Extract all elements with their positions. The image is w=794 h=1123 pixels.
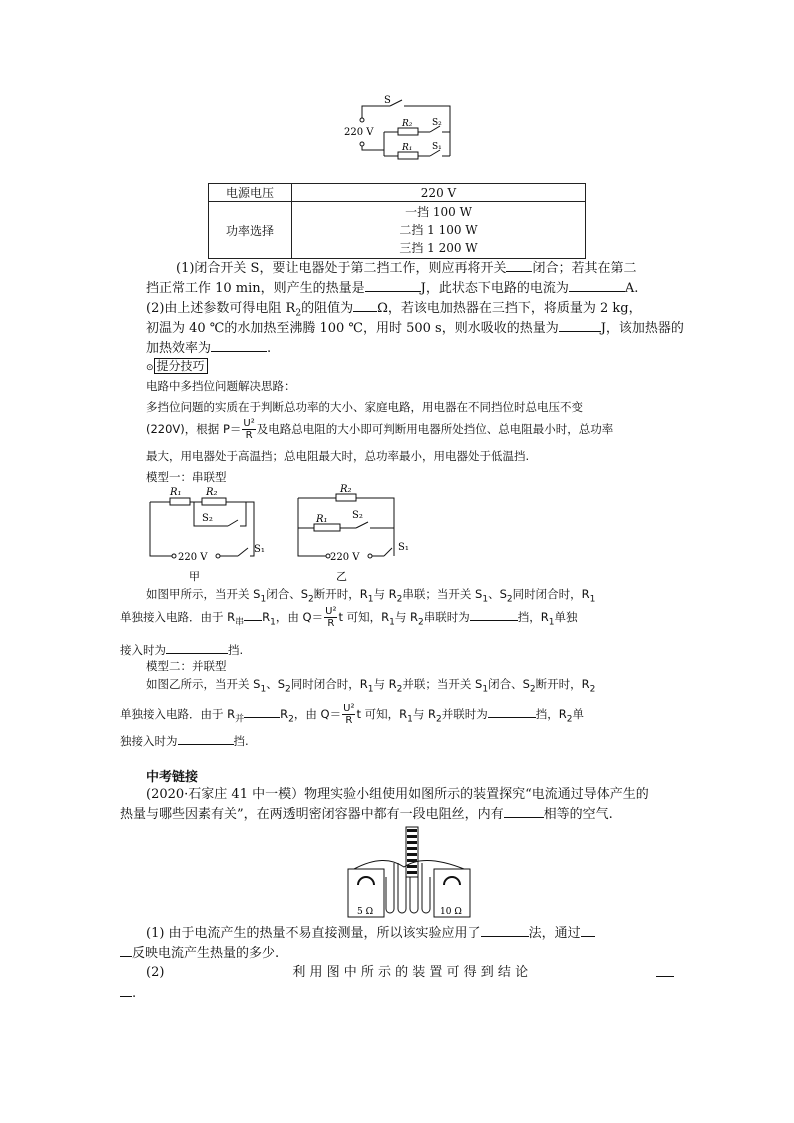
resistance-right: 10 Ω bbox=[440, 907, 462, 917]
jia-label-voltage: 220 V bbox=[178, 552, 208, 563]
m1-line2: 单独接入电路．由于 $R_串$ $R_1$，由 Q＝ $\frac{\text{U²}}{R}$ t 可知，$R_1$与 $R_2$串联时为 挡，$R_1$单独 bbox=[120, 606, 578, 629]
yi-label-s1: S₁ bbox=[398, 542, 409, 553]
circuit-diagram-heater bbox=[340, 92, 460, 174]
q1-line2: 挡正常工作 10 min，则产生的热量是 J，此状态下电路的电流为 A. bbox=[146, 278, 638, 299]
power-option-3: 三挡 1 200 W bbox=[399, 241, 478, 255]
jia-label-r2: R₂ bbox=[206, 487, 218, 498]
tip-title: ⊙ 提分技巧 bbox=[146, 357, 208, 374]
q2-line2: 初温为 40 ℃的水加热至沸腾 100 ℃，用时 500 s，则水吸收的热量为 J，该加热器的 bbox=[146, 318, 684, 339]
yi-label-s2: S₂ bbox=[352, 510, 363, 521]
q1-line1: (1)闭合开关 S，要让电器处于第二挡工作，则应再将开关 闭合；若其在第二 bbox=[176, 258, 636, 279]
label-r1: R₁ bbox=[402, 143, 413, 153]
section-title-zhongkao: 中考链接 bbox=[146, 770, 199, 785]
label-voltage: 220 V bbox=[344, 127, 374, 138]
circuit-diagram-series bbox=[146, 484, 276, 584]
q3-line2: 反映电流产生热量的多少. bbox=[120, 943, 279, 964]
label-s1: S₁ bbox=[432, 142, 442, 152]
q3-line3: (2) 利 用 图 中 所 示 的 装 置 可 得 到 结 论 bbox=[146, 963, 674, 983]
circuit-diagram-parallel bbox=[292, 484, 422, 584]
yi-label-r1: R₁ bbox=[316, 514, 328, 525]
label-s2: S₂ bbox=[432, 118, 442, 128]
zk-line2: 热量与哪些因素有关”，在两透明密闭容器中都有一段电阻丝，内有 相等的空气. bbox=[120, 804, 613, 825]
zk-line1: (2020·石家庄 41 中一模）物理实验小组使用如图所示的装置探究“电流通过导体产生的 bbox=[146, 787, 649, 802]
m2-line1: 如图乙所示，当开关 $S_1$、$S_2$同时闭合时，$R_1$与 $R_2$并联；当开关 $S_1$闭合、$S_2$断开时，$R_2$ bbox=[146, 677, 596, 695]
model2-title: 模型二：并联型 bbox=[146, 659, 227, 673]
supply-voltage-value: 220 V bbox=[292, 184, 586, 202]
jia-caption: 甲 bbox=[189, 570, 200, 583]
q2-line1: (2)由上述参数可得电阻 $R_2$的阻值为 Ω，若该电加热器在三挡下，将质量为 2 kg， bbox=[146, 298, 642, 324]
q3-line4: . bbox=[120, 983, 136, 1004]
m1-line1: 如图甲所示，当开关 $S_1$闭合、$S_2$断开时，$R_1$与 $R_2$串联；当开关 $S_1$、$S_2$同时闭合时，$R_1$ bbox=[146, 587, 596, 605]
label-r2: R₂ bbox=[402, 119, 413, 129]
power-spec-table bbox=[208, 183, 586, 259]
resistance-left: 5 Ω bbox=[357, 907, 374, 917]
tip-intro: 电路中多挡位问题解决思路： bbox=[146, 379, 296, 393]
yi-label-r2: R₂ bbox=[340, 484, 352, 495]
yi-caption: 乙 bbox=[336, 570, 347, 583]
q3-line1: (1) 由于电流产生的热量不易直接测量，所以该实验应用了 法，通过 bbox=[146, 923, 595, 944]
tip-text-2: (220V)，根据 P＝ $\frac{\text{U²}}{R}$ 及电路总电阻的大小即可判断用电器所处挡位、总电阻最小时，总功率 bbox=[146, 418, 614, 441]
power-option-1: 一挡 100 W bbox=[405, 205, 472, 219]
q2-line3: 加热效率为 . bbox=[146, 338, 271, 359]
power-select-label: 功率选择 bbox=[209, 202, 292, 259]
label-s: S bbox=[384, 95, 391, 106]
jia-label-r1: R₁ bbox=[170, 487, 182, 498]
tip-text-3: 最大，用电器处于高温挡；总电阻最大时，总功率最小，用电器处于低温挡. bbox=[146, 449, 530, 463]
model1-title: 模型一：串联型 bbox=[146, 470, 227, 484]
tip-text-1: 多挡位问题的实质在于判断总功率的大小、家庭电路，用电器在不同挡位时总电压不变 bbox=[146, 400, 583, 414]
supply-voltage-label: 电源电压 bbox=[209, 184, 292, 202]
jia-label-s2: S₂ bbox=[202, 513, 213, 524]
experiment-apparatus bbox=[344, 823, 474, 923]
yi-label-voltage: 220 V bbox=[330, 552, 360, 563]
power-option-2: 二挡 1 100 W bbox=[399, 223, 478, 237]
m1-line3: 接入时为 挡. bbox=[120, 640, 243, 658]
m2-line2: 单独接入电路．由于 $R_并$ $R_2$，由 Q＝ $\frac{\text{U²}}{R}$ t 可知，$R_1$与 $R_2$并联时为 挡，$R_2$单 bbox=[120, 703, 584, 726]
m2-line3: 独接入时为 挡. bbox=[120, 731, 249, 749]
jia-label-s1: S₁ bbox=[254, 544, 265, 555]
